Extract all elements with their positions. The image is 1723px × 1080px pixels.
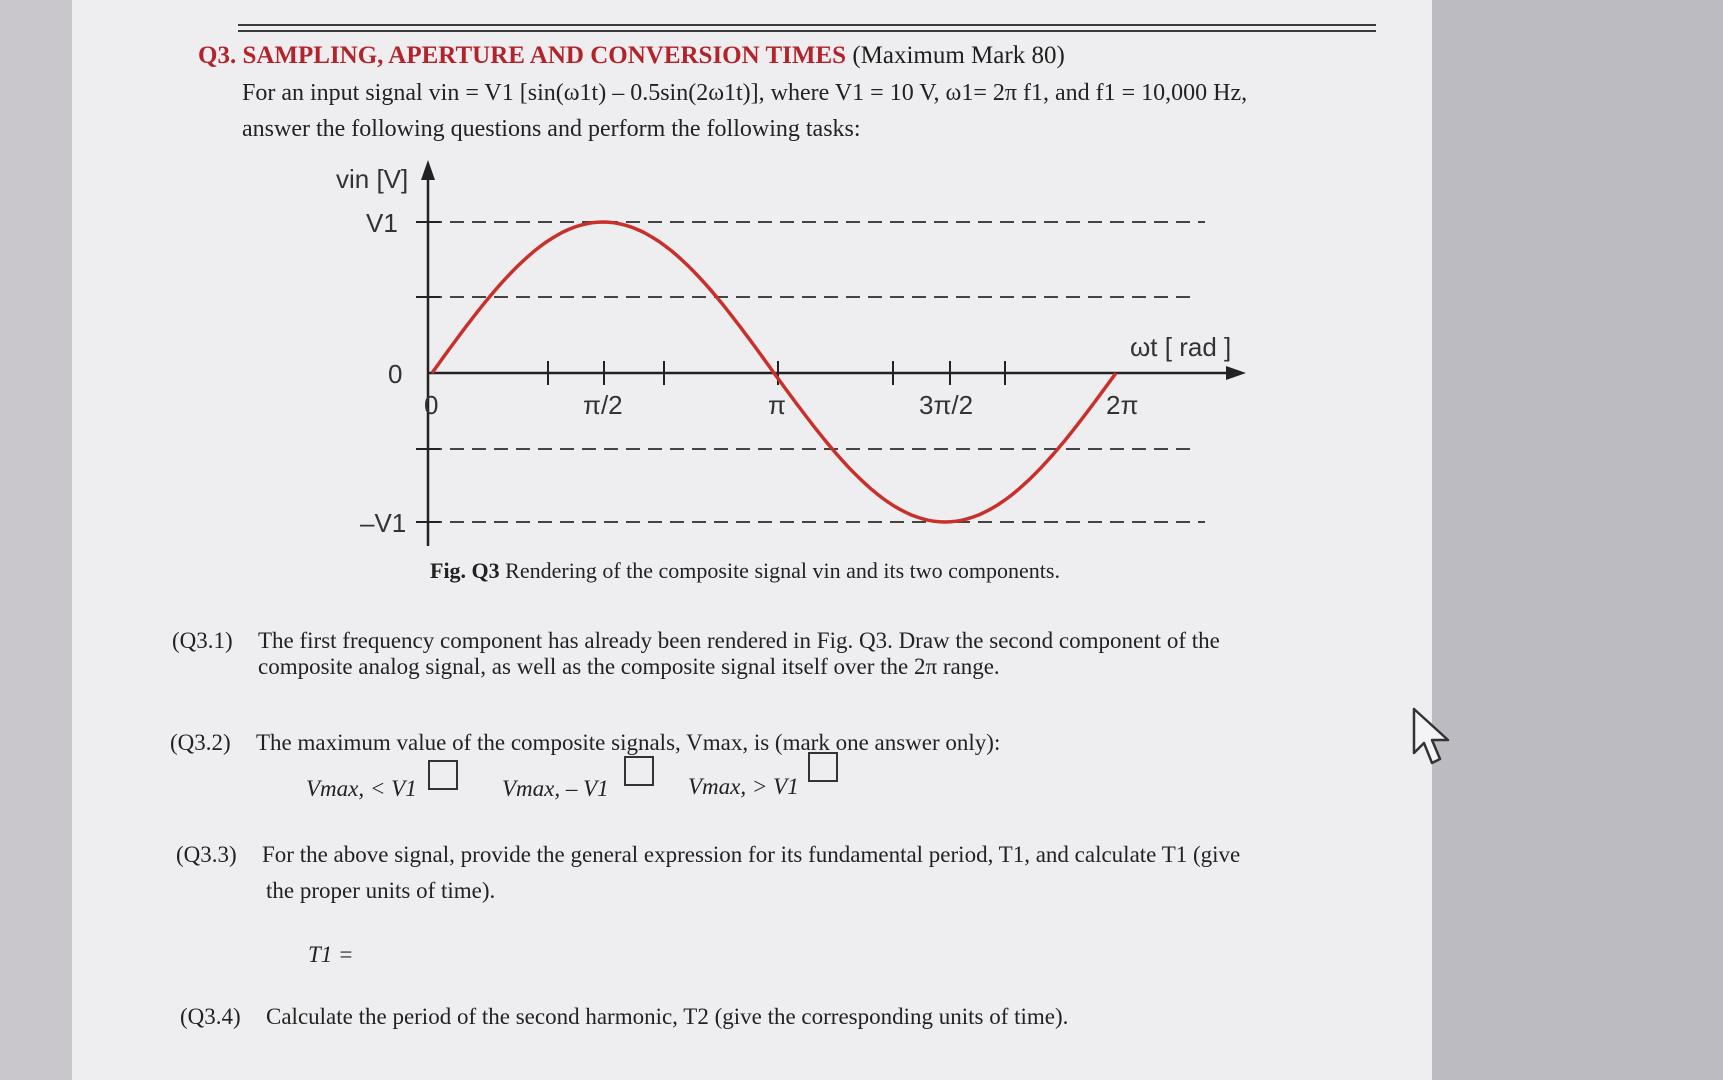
x-tick-label: 3π/2 xyxy=(919,390,974,420)
question-3-3-line-2: the proper units of time). xyxy=(266,878,496,903)
y-tick-zero: 0 xyxy=(388,359,403,389)
document-page xyxy=(72,0,1432,1080)
question-text: The maximum value of the composite signals, Vmax, is (mark one answer only): xyxy=(256,730,1001,755)
option-greater-than-label: Vmax, > V1 xyxy=(688,774,799,799)
t1-answer-label: T1 = xyxy=(308,942,354,967)
question-3-2 xyxy=(170,730,1000,756)
question-number: (Q3.2) xyxy=(170,730,231,755)
question-text: Calculate the period of the second harmonic, T2 (give the corresponding units of time). xyxy=(266,1004,1069,1029)
checkbox-greater-than[interactable] xyxy=(808,752,838,782)
question-title xyxy=(198,42,1065,70)
question-3-4 xyxy=(180,1004,1068,1030)
top-rule-2 xyxy=(238,30,1376,32)
x-tick-label: 0 xyxy=(424,390,439,420)
question-number: (Q3.4) xyxy=(180,1004,241,1029)
figure-caption xyxy=(430,558,1060,584)
question-number: (Q3.1) xyxy=(172,628,233,653)
question-title-bold: Q3. SAMPLING, APERTURE AND CONVERSION TIMES xyxy=(198,42,847,69)
checkbox-equal[interactable] xyxy=(624,756,654,786)
question-text: For the above signal, provide the general expression for its fundamental period, T1, and calculate T1 (give xyxy=(262,842,1241,867)
figure-caption-text: Rendering of the composite signal vin and its two components. xyxy=(499,558,1060,583)
question-title-marks: (Maximum Mark 80) xyxy=(846,42,1065,69)
y-tick-v1: V1 xyxy=(366,208,398,238)
y-axis-label: vin [V] xyxy=(336,164,409,194)
intro-line-2: answer the following questions and perform the following tasks: xyxy=(242,116,861,142)
x-tick-label: π/2 xyxy=(583,390,623,420)
checkbox-less-than[interactable] xyxy=(428,760,458,790)
top-rule xyxy=(238,24,1376,26)
question-number: (Q3.3) xyxy=(176,842,237,867)
x-tick-label: π xyxy=(768,390,786,420)
question-text: The first frequency component has already been rendered in Fig. Q3. Draw the second component of the xyxy=(258,628,1220,653)
mouse-cursor-icon xyxy=(1410,705,1458,769)
question-3-1-line-2: composite analog signal, as well as the composite signal itself over the 2π range. xyxy=(258,654,1000,679)
y-tick-neg-v1: –V1 xyxy=(360,508,407,538)
option-less-than-label: Vmax, < V1 xyxy=(306,776,417,801)
intro-line-1: For an input signal vin = V1 [sin(ω1t) – 0.5sin(2ω1t)], where V1 = 10 V, ω1= 2π f1, and f1 = 10,000 Hz, xyxy=(242,80,1248,106)
question-3-1 xyxy=(172,628,1220,654)
option-equal-label: Vmax, – V1 xyxy=(502,776,609,801)
x-axis-label: ωt [ rad ] xyxy=(1130,332,1232,362)
x-tick-label: 2π xyxy=(1106,390,1139,420)
monitor-bezel xyxy=(1432,0,1723,1080)
figure-caption-bold: Fig. Q3 xyxy=(430,558,500,583)
question-3-3 xyxy=(176,842,1240,868)
